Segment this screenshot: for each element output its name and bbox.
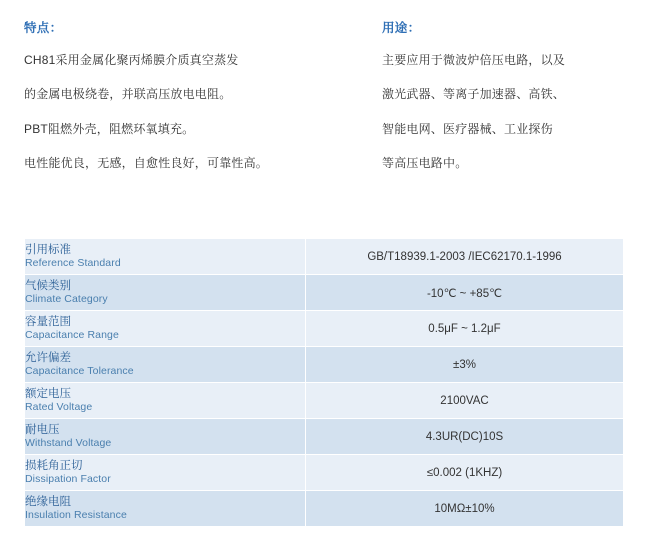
applications-heading: 用途： <box>382 21 421 35</box>
spec-value-cell: ≤0.002 (1KHZ) <box>306 455 624 491</box>
spec-value-cell: 2100VAC <box>306 383 624 419</box>
table-row <box>25 455 624 491</box>
spec-label-cn: 耐电压 <box>25 423 60 436</box>
spec-label-cn: 损耗角正切 <box>25 459 83 472</box>
table-row <box>25 275 624 311</box>
spec-value-cell: -10℃ ~ +85℃ <box>306 275 624 311</box>
spec-label-cn: 引用标准 <box>25 243 71 256</box>
spec-label-cell <box>25 419 306 455</box>
spec-label-en: Insulation Resistance <box>25 509 127 522</box>
table-row <box>25 419 624 455</box>
spec-label-cn: 额定电压 <box>25 387 71 400</box>
applications-line: 智能电网、医疗器械、工业探伤 <box>382 121 553 136</box>
features-heading: 特点： <box>24 21 63 35</box>
applications-column <box>324 18 624 190</box>
table-row <box>25 347 624 383</box>
spec-label-cell <box>25 491 306 527</box>
table-row <box>25 383 624 419</box>
spec-label-cell <box>25 311 306 347</box>
features-column <box>24 18 324 190</box>
applications-line: 主要应用于微波炉倍压电路，以及 <box>382 53 566 67</box>
spec-label-en: Dissipation Factor <box>25 473 111 486</box>
spec-label-en: Climate Category <box>25 293 108 306</box>
applications-line: 等高压电路中。 <box>382 156 468 171</box>
spec-label-en: Capacitance Range <box>25 329 119 342</box>
spec-label-cn: 允许偏差 <box>25 351 71 364</box>
spec-value-cell: GB/T18939.1-2003 /IEC62170.1-1996 <box>306 239 624 275</box>
applications-line: 激光武器、等离子加速器、高铁、 <box>382 87 566 102</box>
specifications-table-wrapper <box>24 238 624 527</box>
features-line: CH81采用金属化聚丙烯膜介质真空蒸发 <box>24 53 239 67</box>
spec-label-en: Capacitance Tolerance <box>25 365 134 378</box>
features-line: 的金属电极绕卷，并联高压放电电阻。 <box>24 87 232 102</box>
top-text-section <box>0 0 648 190</box>
spec-label-cell <box>25 347 306 383</box>
spec-label-cn: 气候类别 <box>25 279 71 292</box>
spec-label-cn: 绝缘电阻 <box>25 495 71 508</box>
table-row <box>25 311 624 347</box>
spec-label-cell <box>25 275 306 311</box>
specifications-table <box>24 238 624 527</box>
spec-value-cell: 0.5μF ~ 1.2μF <box>306 311 624 347</box>
table-row <box>25 239 624 275</box>
spec-label-cell <box>25 239 306 275</box>
spec-label-en: Rated Voltage <box>25 401 93 414</box>
spec-label-en: Reference Standard <box>25 257 121 270</box>
spec-value-cell: ±3% <box>306 347 624 383</box>
spec-value-cell: 10MΩ±10% <box>306 491 624 527</box>
table-row <box>25 491 624 527</box>
spec-label-cell <box>25 383 306 419</box>
spec-label-cell <box>25 455 306 491</box>
features-line: PBT阻燃外壳，阻燃环氧填充。 <box>24 121 195 136</box>
spec-label-en: Withstand Voltage <box>25 437 112 450</box>
spec-label-cn: 容量范围 <box>25 315 71 328</box>
features-line: 电性能优良，无感，自愈性良好，可靠性高。 <box>24 156 269 171</box>
spec-value-cell: 4.3UR(DC)10S <box>306 419 624 455</box>
